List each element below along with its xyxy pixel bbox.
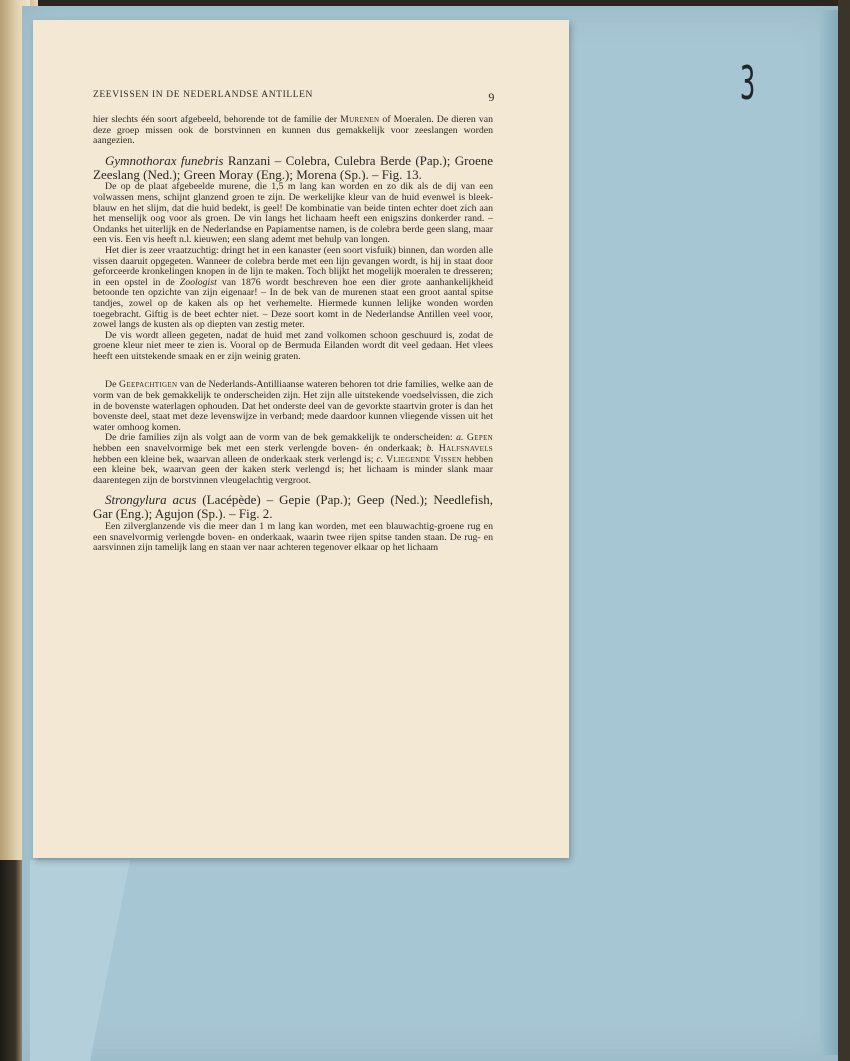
text-run: hebben een kleine bek, waarvan alleen de onderkaak sterk verlengd is; — [93, 453, 377, 465]
small-caps-term: Halfsnavels — [438, 443, 493, 455]
paragraph — [93, 433, 493, 486]
paragraph: De op de plaat afgebeelde murene, die 1,5 m lang kan worden en zo dik als de dij van een volwassen mens, schijnt glanzend groen te zijn. De werkelijke kleur van de huid evenwel is bleek-blauw en het slijm, dat die huid bedekt, is geel! De kombinatie van beide tinten echter doet zich aan het menselijk oog voor als groen. De vin langs het lichaam heeft een enigszins donkerder rand. – Ondanks het uiterlijk en de Nederlandse en Papiamentse namen, is de colebra berde geen slang, maar een vis. Een vis heeft n.l. kieuwen; een slang ademt met behulp van longen. — [93, 181, 493, 246]
species-name: Strongylura acus — [105, 492, 197, 508]
paragraph — [93, 246, 493, 331]
book-right-edge — [838, 0, 850, 1061]
text-run: van 1876 wordt beschreven hoe een dier grote aanhankelijkheid betoonde ten opzichte van zijn eigenaar! – In de bek van de murenen staat een groot aantal spitse tandjes, zowel op de kaken als op het verhemelte. Hiermede kunnen lelijke wonden worden toegebracht. Giftig is de beet echter niet. – Deze soort komt in de Nederlandse Antillen veel voor, zowel langs de kusten als op diepten van zestig meter. — [93, 276, 493, 331]
running-head — [93, 90, 493, 105]
species-common-names: Ranzani – Colebra, Culebra Berde (Pap.); Groene Zeeslang (Ned.); Green Moray (Eng.); Morena (Sp.). – Fig. 13. — [93, 152, 493, 182]
sheet-number-stamp: 3 — [740, 56, 755, 110]
small-caps-term: Gepen — [466, 432, 493, 444]
species-heading-gymnothorax — [93, 154, 493, 182]
small-caps-term: Murenen — [340, 114, 380, 125]
list-letter: b. — [426, 443, 434, 455]
small-caps-term: Geepachtigen — [119, 379, 178, 391]
paragraph-intro — [93, 115, 493, 147]
text-run: Het dier is zeer vraatzuchtig: dringt het in een kanaster (een soort visfuik) binnen, dan worden alle vissen daaruit opgegeten. Wanneer de colebra berde met een lijn gevangen wordt, is hij in staat door geforceerde kronkelingen knopen in de lijn te maken. Toch blijkt het mogelijk moeralen te dresseren; in een opstel in de — [93, 244, 493, 288]
text-run: of Moeralen. De dieren van deze groep missen ook de borstvinnen en kunnen dus gemakkelijk voor zeeslangen worden aangezien. — [93, 114, 493, 147]
text-run: hebben een snavelvormige bek met een sterk verlengde boven- én onderkaak; — [93, 443, 427, 455]
paragraph: Een zilverglanzende vis die meer dan 1 m lang kan worden, met een blauwachtig-groene rug en een snavelvormig verlengde boven- en onderkaak, waarin twee rijen spitse tanden staan. De rug- en aarsvinnen zijn tamelijk lang en staan ver naar achteren tegenover elkaar op het lichaam — [93, 521, 493, 554]
species-name: Gymnothorax funebris — [105, 152, 224, 168]
italic-term: Zoologist — [179, 276, 217, 288]
small-caps-term: Vliegende Vissen — [386, 453, 462, 465]
text-run: van de Nederlands-Antilliaanse wateren behoren tot drie families, welke aan de vorm van de bek gemakkelijk te onderscheiden zijn. Het zijn alle uitstekende voedselvissen, die zich in de bovenste waterlagen ophouden. Dat het onderste deel van de gevorkte staartvin groter is dan het bovenste deel, staat met deze levenswijze in verband; mede daardoor kunnen vliegende vissen uit het water omhoog komen. — [93, 379, 494, 433]
paragraph — [93, 380, 493, 433]
text-run: hebben een kleine bek, waarvan geen der kaken sterk verlengd is; het lichaam is minder slank maar daarentegen zijn de borstvinnen vleugelachtig vergroot. — [93, 453, 493, 486]
paragraph: De vis wordt alleen gegeten, nadat de huid met zand volkomen schoon geschuurd is, zodat de groene kleur niet meer te zien is. Vooral op de Bermuda Eilanden wordt dit veel gedaan. Het vlees heeft een uitstekende smaak en er zijn weinig graten. — [93, 329, 493, 362]
page-text-block — [93, 90, 493, 554]
text-run: De drie families zijn als volgt aan de vorm van de bek gemakkelijk te onderscheiden: — [105, 432, 457, 444]
list-letter: a. — [456, 432, 464, 444]
text-run: De — [105, 379, 120, 391]
species-common-names: (Lacépède) – Gepie (Pap.); Geep (Ned.); Needlefish, Gar (Eng.); Agujon (Sp.). – Fig. 2. — [93, 492, 493, 522]
text-run: hier slechts één soort afgebeeld, behorende tot de familie der — [93, 114, 341, 125]
species-heading-strongylura — [93, 493, 493, 521]
printed-page — [33, 20, 569, 858]
running-head-title: ZEEVISSEN IN DE NEDERLANDSE ANTILLEN — [93, 90, 314, 100]
section-gap — [93, 362, 493, 380]
list-letter: c. — [376, 453, 384, 465]
page-number: 9 — [488, 90, 495, 104]
